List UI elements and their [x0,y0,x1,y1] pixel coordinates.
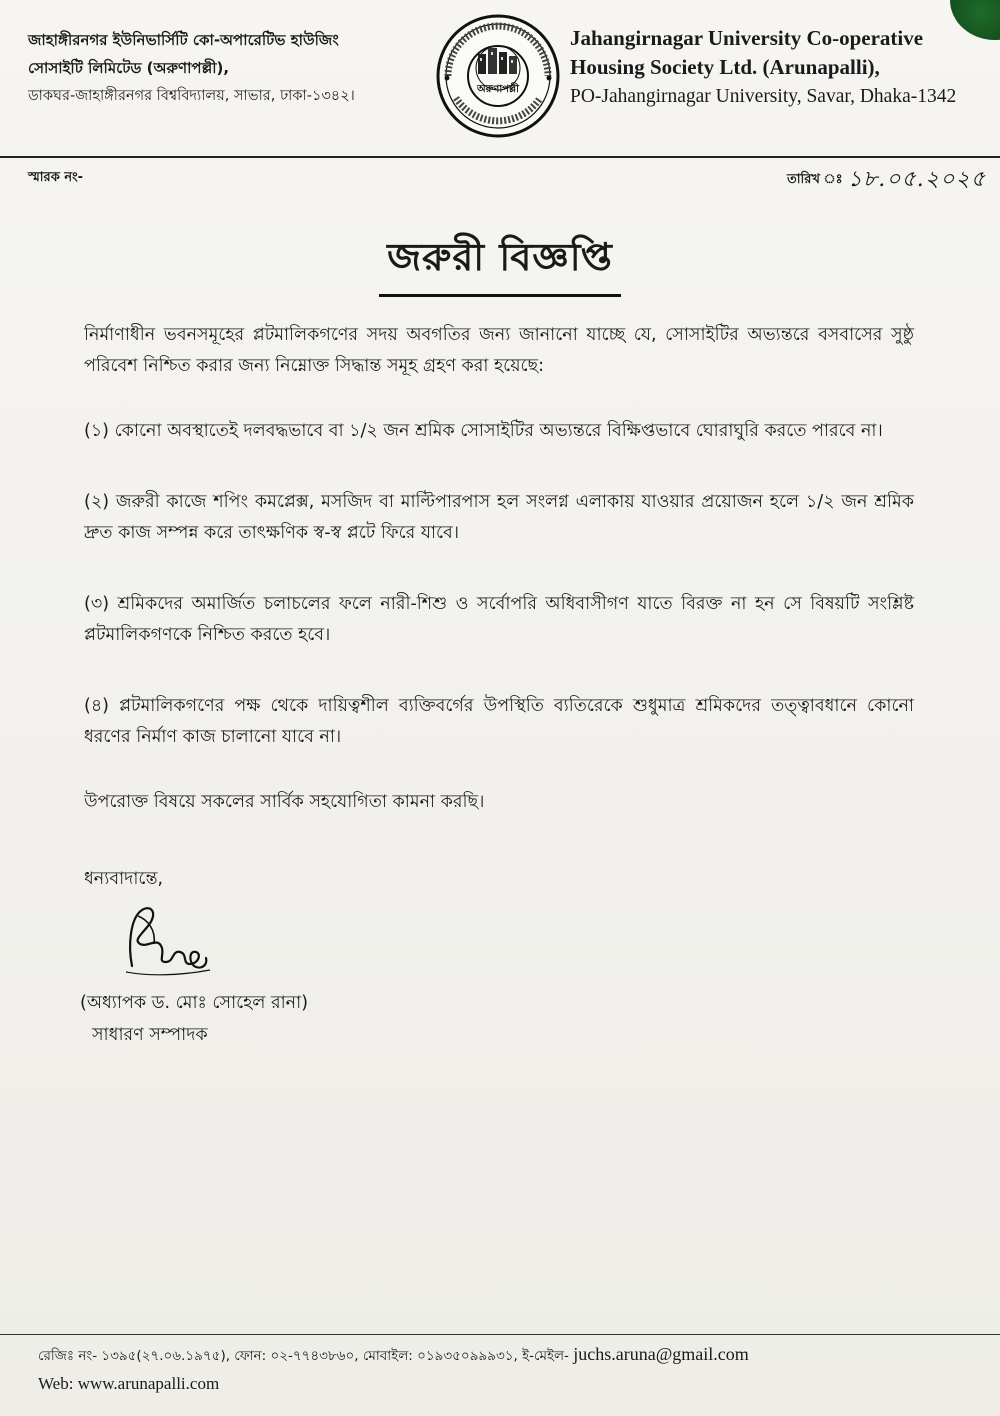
memo-number-label: স্মারক নং- [28,170,84,185]
header-en-line2: Housing Society Ltd. (Arunapalli), [570,55,880,79]
notice-body [84,320,914,852]
header-bn-line1: জাহাঙ্গীরনগর ইউনিভার্সিটি কো-অপারেটিভ হাউজিং [28,31,339,49]
intro-paragraph: নির্মাণাধীন ভবনসমূহের প্লটমালিকগণের সদয় অবগতির জন্য জানানো যাচ্ছে যে, সোসাইটির অভ্যন্তরে বসবাসের সুষ্ঠু পরিবেশ নিশ্চিত করার জন্য নিম্নোক্ত সিদ্ধান্ত সমূহ গ্রহণ করা হয়েছে: [84,325,914,376]
date-field [787,162,986,199]
footer-email-link[interactable]: juchs.aruna@gmail.com [573,1344,749,1364]
seal-center-text: অরুণাপল্লী [476,84,520,95]
header-en-address: PO-Jahangirnagar University, Savar, Dhaka-1342 [570,86,957,107]
society-seal-logo [434,12,562,140]
header-bengali [28,26,418,110]
footer-web-link[interactable]: Web: www.arunapalli.com [38,1374,220,1393]
point-4: (৪) প্লটমালিকগণের পক্ষ থেকে দায়িত্বশীল ব্যক্তিবর্গের উপস্থিতি ব্যতিরেকে শুধুমাত্র শ্রমিকদের তত্ত্বাবধানে কোনো ধরণের নির্মাণ কাজ চালানো যাবে না। [84,696,914,747]
signer-name: (অধ্যাপক ড. মোঃ সোহেল রানা) [80,993,309,1013]
appeal-paragraph: উপরোক্ত বিষয়ে সকলের সার্বিক সহযোগিতা কামনা করছি। [84,792,485,812]
header-english [570,24,990,111]
footer-contact-line [38,1344,749,1368]
closing-salutation: ধন্যবাদান্তে, [84,869,164,889]
notice-title-wrap [0,228,1000,297]
point-2: (২) জরুরী কাজে শপিং কমপ্লেক্স, মসজিদ বা মাল্টিপারপাস হল সংলগ্ন এলাকায় যাওয়ার প্রয়োজন হলে ১/২ জন শ্রমিক দ্রুত কাজ সম্পন্ন করে তাৎক্ষণিক স্ব-স্ব প্লটে ফিরে যাবে। [84,492,914,543]
header-bn-line2: সোসাইটি লিমিটেড (অরুণাপল্লী), [28,59,230,77]
header-divider [0,156,1000,158]
date-value: ১৮.০৫.২০২৫ [847,167,986,192]
header-en-line1: Jahangirnagar University Co-operative [570,26,924,50]
footer-registration-phone: রেজিঃ নং- ১৩৯৫(২৭.০৬.১৯৭৫), ফোন: ০২-৭৭৪৩৮৬০, মোবাইল: ০১৯৩৫০৯৯৯৩১, ই-মেইল- [38,1348,574,1364]
point-1: (১) কোনো অবস্থাতেই দলবদ্ধভাবে বা ১/২ জন শ্রমিক সোসাইটির অভ্যন্তরে বিক্ষিপ্তভাবে ঘোরাঘুরি করতে পারবে না। [84,421,883,441]
signer-title: সাধারণ সম্পাদক [92,1025,208,1045]
notice-title: জরুরী বিজ্ঞপ্তি [379,228,621,297]
handwritten-signature [118,896,218,986]
footer-divider [0,1334,1000,1335]
header-bn-address: ডাকঘর-জাহাঙ্গীরনগর বিশ্ববিদ্যালয়, সাভার, ঢাকা-১৩৪২। [28,88,355,104]
date-label: তারিখ ঃ [786,172,843,187]
point-3: (৩) শ্রমিকদের অমার্জিত চলাচলের ফলে নারী-শিশু ও সর্বোপরি অধিবাসীগণ যাতে বিরক্ত না হন সে বিষয়টি সংশ্লিষ্ট প্লটমালিকগণকে নিশ্চিত করতে হবে। [84,594,914,645]
